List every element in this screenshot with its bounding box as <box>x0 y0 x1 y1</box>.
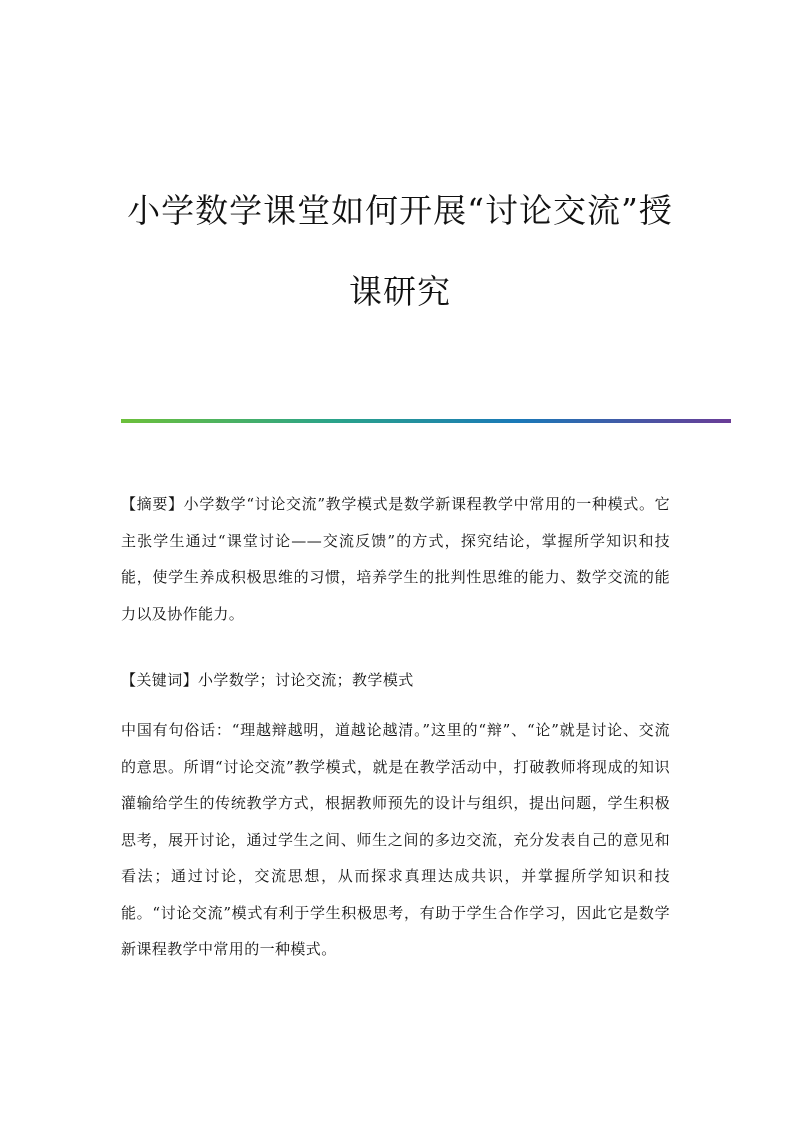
document-title-line-2: 课研究 <box>349 272 451 311</box>
abstract-label: 【摘要】 <box>121 495 184 513</box>
abstract-text: 小学数学“讨论交流”教学模式是数学新课程教学中常用的一种模式。它主张学生通过“课堂讨论——交流反馈”的方式，探究结论，掌握所学知识和技能，使学生养成积极思维的习惯，培养学生的批判性思维的能力、数学交流的能力以及协作能力。 <box>121 495 671 623</box>
body-paragraph-1: 中国有句俗话：“理越辩越明，道越论越清。”这里的“辩”、“论”就是讨论、交流的意思。所谓“讨论交流”教学模式，就是在教学活动中，打破教师将现成的知识灌输给学生的传统教学方式，根据教师预先的设计与组织，提出问题，学生积极思考，展开讨论，通过学生之间、师生之间的多边交流，充分发表自己的意见和看法；通过讨论，交流思想，从而探求真理达成共识，并掌握所学知识和技能。“讨论交流”模式有利于学生积极思考，有助于学生合作学习，因此它是数学新课程教学中常用的一种模式。 <box>121 721 670 958</box>
keywords-paragraph <box>121 662 670 699</box>
document-title-line-1: 小学数学课堂如何开展“讨论交流”授 <box>127 191 673 230</box>
keywords-label: 【关键词】 <box>121 671 199 689</box>
abstract-paragraph <box>121 486 670 632</box>
keywords-text: 小学数学；讨论交流；教学模式 <box>198 671 414 689</box>
gradient-divider <box>121 419 731 423</box>
